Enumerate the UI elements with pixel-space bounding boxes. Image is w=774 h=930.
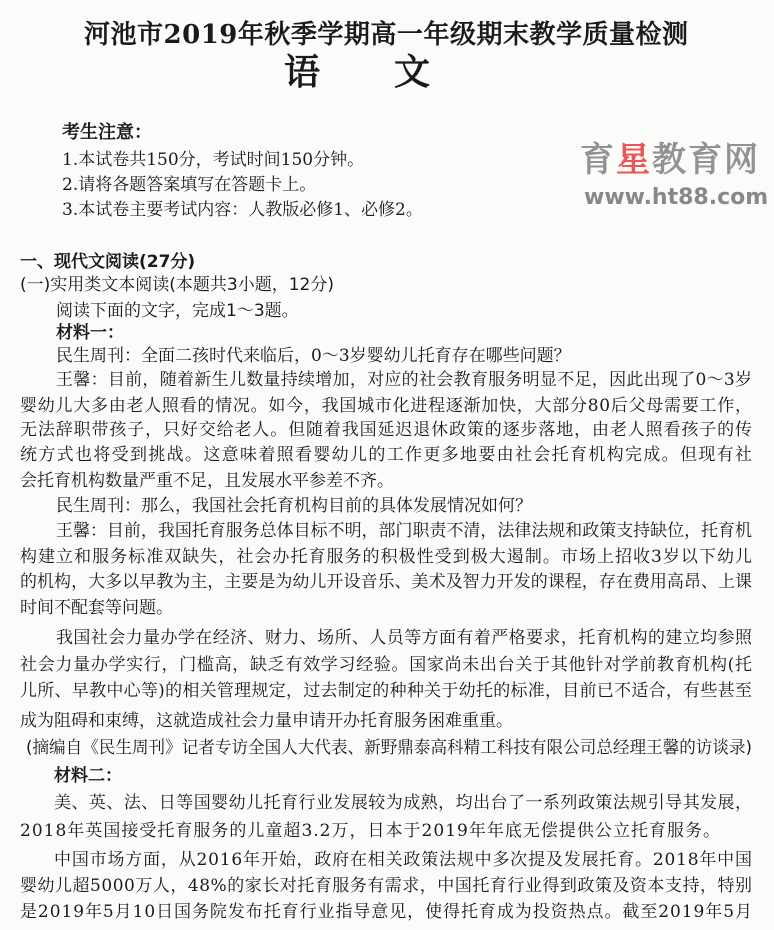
notice-item: 1.本试卷共150分，考试时间150分钟。	[62, 150, 365, 170]
watermark-logo	[580, 140, 760, 180]
material-1-label: 材料一：	[56, 323, 124, 343]
exam-title: 河池市2019年秋季学期高一年级期末教学质量检测	[84, 20, 689, 50]
body-line: 的机构，大多以早教为主，主要是为幼儿开设音乐、美术及智力开发的课程，存在费用高昂、上课	[20, 572, 753, 592]
body-line: 民生周刊：那么，我国社会托育机构目前的具体发展情况如何？	[56, 496, 532, 516]
body-line: 会托育机构数量严重不足，且发展水平参差不齐。	[20, 471, 394, 491]
body-line: 2018年英国接受托育服务的儿童超3.2万，日本于2019年年底无偿提供公立托育服务。	[20, 821, 722, 841]
reading-instruction: 阅读下面的文字，完成1～3题。	[56, 301, 299, 321]
notice-heading: 考生注意：	[62, 122, 152, 143]
body-line: 构建立和服务标准双缺失，社会办托育服务的积极性受到极大遏制。市场上招收3岁以下幼儿	[20, 547, 754, 567]
body-line: 儿所、早教中心等)的相关管理规定，过去制定的种种关于幼托的标准，目前已不适合，有些甚至	[20, 681, 753, 701]
source-citation: (摘编自《民生周刊》记者专访全国人大代表、新野鼎泰高科精工科技有限公司总经理王馨的访谈录)	[26, 738, 752, 758]
body-line: 婴幼儿超5000万人，48%的家长对托育服务有需求，中国托育行业得到政策及资本支持，特别	[20, 876, 753, 896]
body-line: 民生周刊：全面二孩时代来临后，0～3岁婴幼儿托育存在哪些问题？	[56, 346, 571, 366]
body-line: 王馨：目前，随着新生儿数量持续增加，对应的社会教育服务明显不足，因此出现了0～3岁	[56, 370, 753, 390]
notice-item: 3.本试卷主要考试内容：人教版必修1、必修2。	[62, 200, 423, 220]
section-subheading: (一)实用类文本阅读(本题共3小题，12分)	[20, 275, 334, 295]
body-line: 统方式也将受到挑战。这意味着照看婴幼儿的工作更多地要由社会托育机构完成。但现有社	[20, 445, 754, 465]
body-line: 社会力量办学实行，门槛高，缺乏有效学习经验。国家尚未出台关于其他针对学前教育机构(托	[20, 655, 753, 675]
section-heading: 一、现代文阅读(27分)	[20, 252, 196, 272]
notice-item: 2.请将各题答案填写在答题卡上。	[62, 175, 317, 195]
body-line: 无法辞职带孩子，只好交给老人。但随着我国延迟退休政策的逐步落地，由老人照看孩子的传	[20, 420, 753, 440]
body-line: 王馨：目前，我国托育服务总体目标不明，部门职责不清，法律法规和政策支持缺位，托育机	[56, 521, 752, 541]
body-line: 中国市场方面，从2016年开始，政府在相关政策法规中多次提及发展托育。2018年中国	[54, 850, 753, 870]
body-line: 我国社会力量办学在经济、财力、场所、人员等方面有着严格要求，托育机构的建立均参照	[56, 628, 753, 648]
watermark-text: 育	[580, 140, 616, 180]
body-line: 婴幼儿大多由老人照看的情况。如今，我国城市化进程逐渐加快，大部分80后父母需要工作，	[20, 396, 753, 416]
watermark-text: 星	[616, 140, 652, 180]
subject-title: 语文	[284, 52, 505, 93]
material-2-label: 材料二：	[54, 766, 122, 786]
watermark-text: 教育网	[652, 140, 760, 180]
watermark-url: www.ht88.com	[584, 185, 769, 210]
body-line: 时间不配套等问题。	[20, 598, 173, 618]
body-line: 是2019年5月10日国务院发布托育行业指导意见，使得托育成为投资热点。截至2019年5月	[20, 902, 753, 922]
body-line: 成为阻碍和束缚，这就造成社会力量申请开办托育服务困难重重。	[20, 711, 513, 731]
body-line: 美、英、法、日等国婴幼儿托育行业发展较为成熟，均出台了一系列政策法规引导其发展，	[54, 793, 753, 813]
